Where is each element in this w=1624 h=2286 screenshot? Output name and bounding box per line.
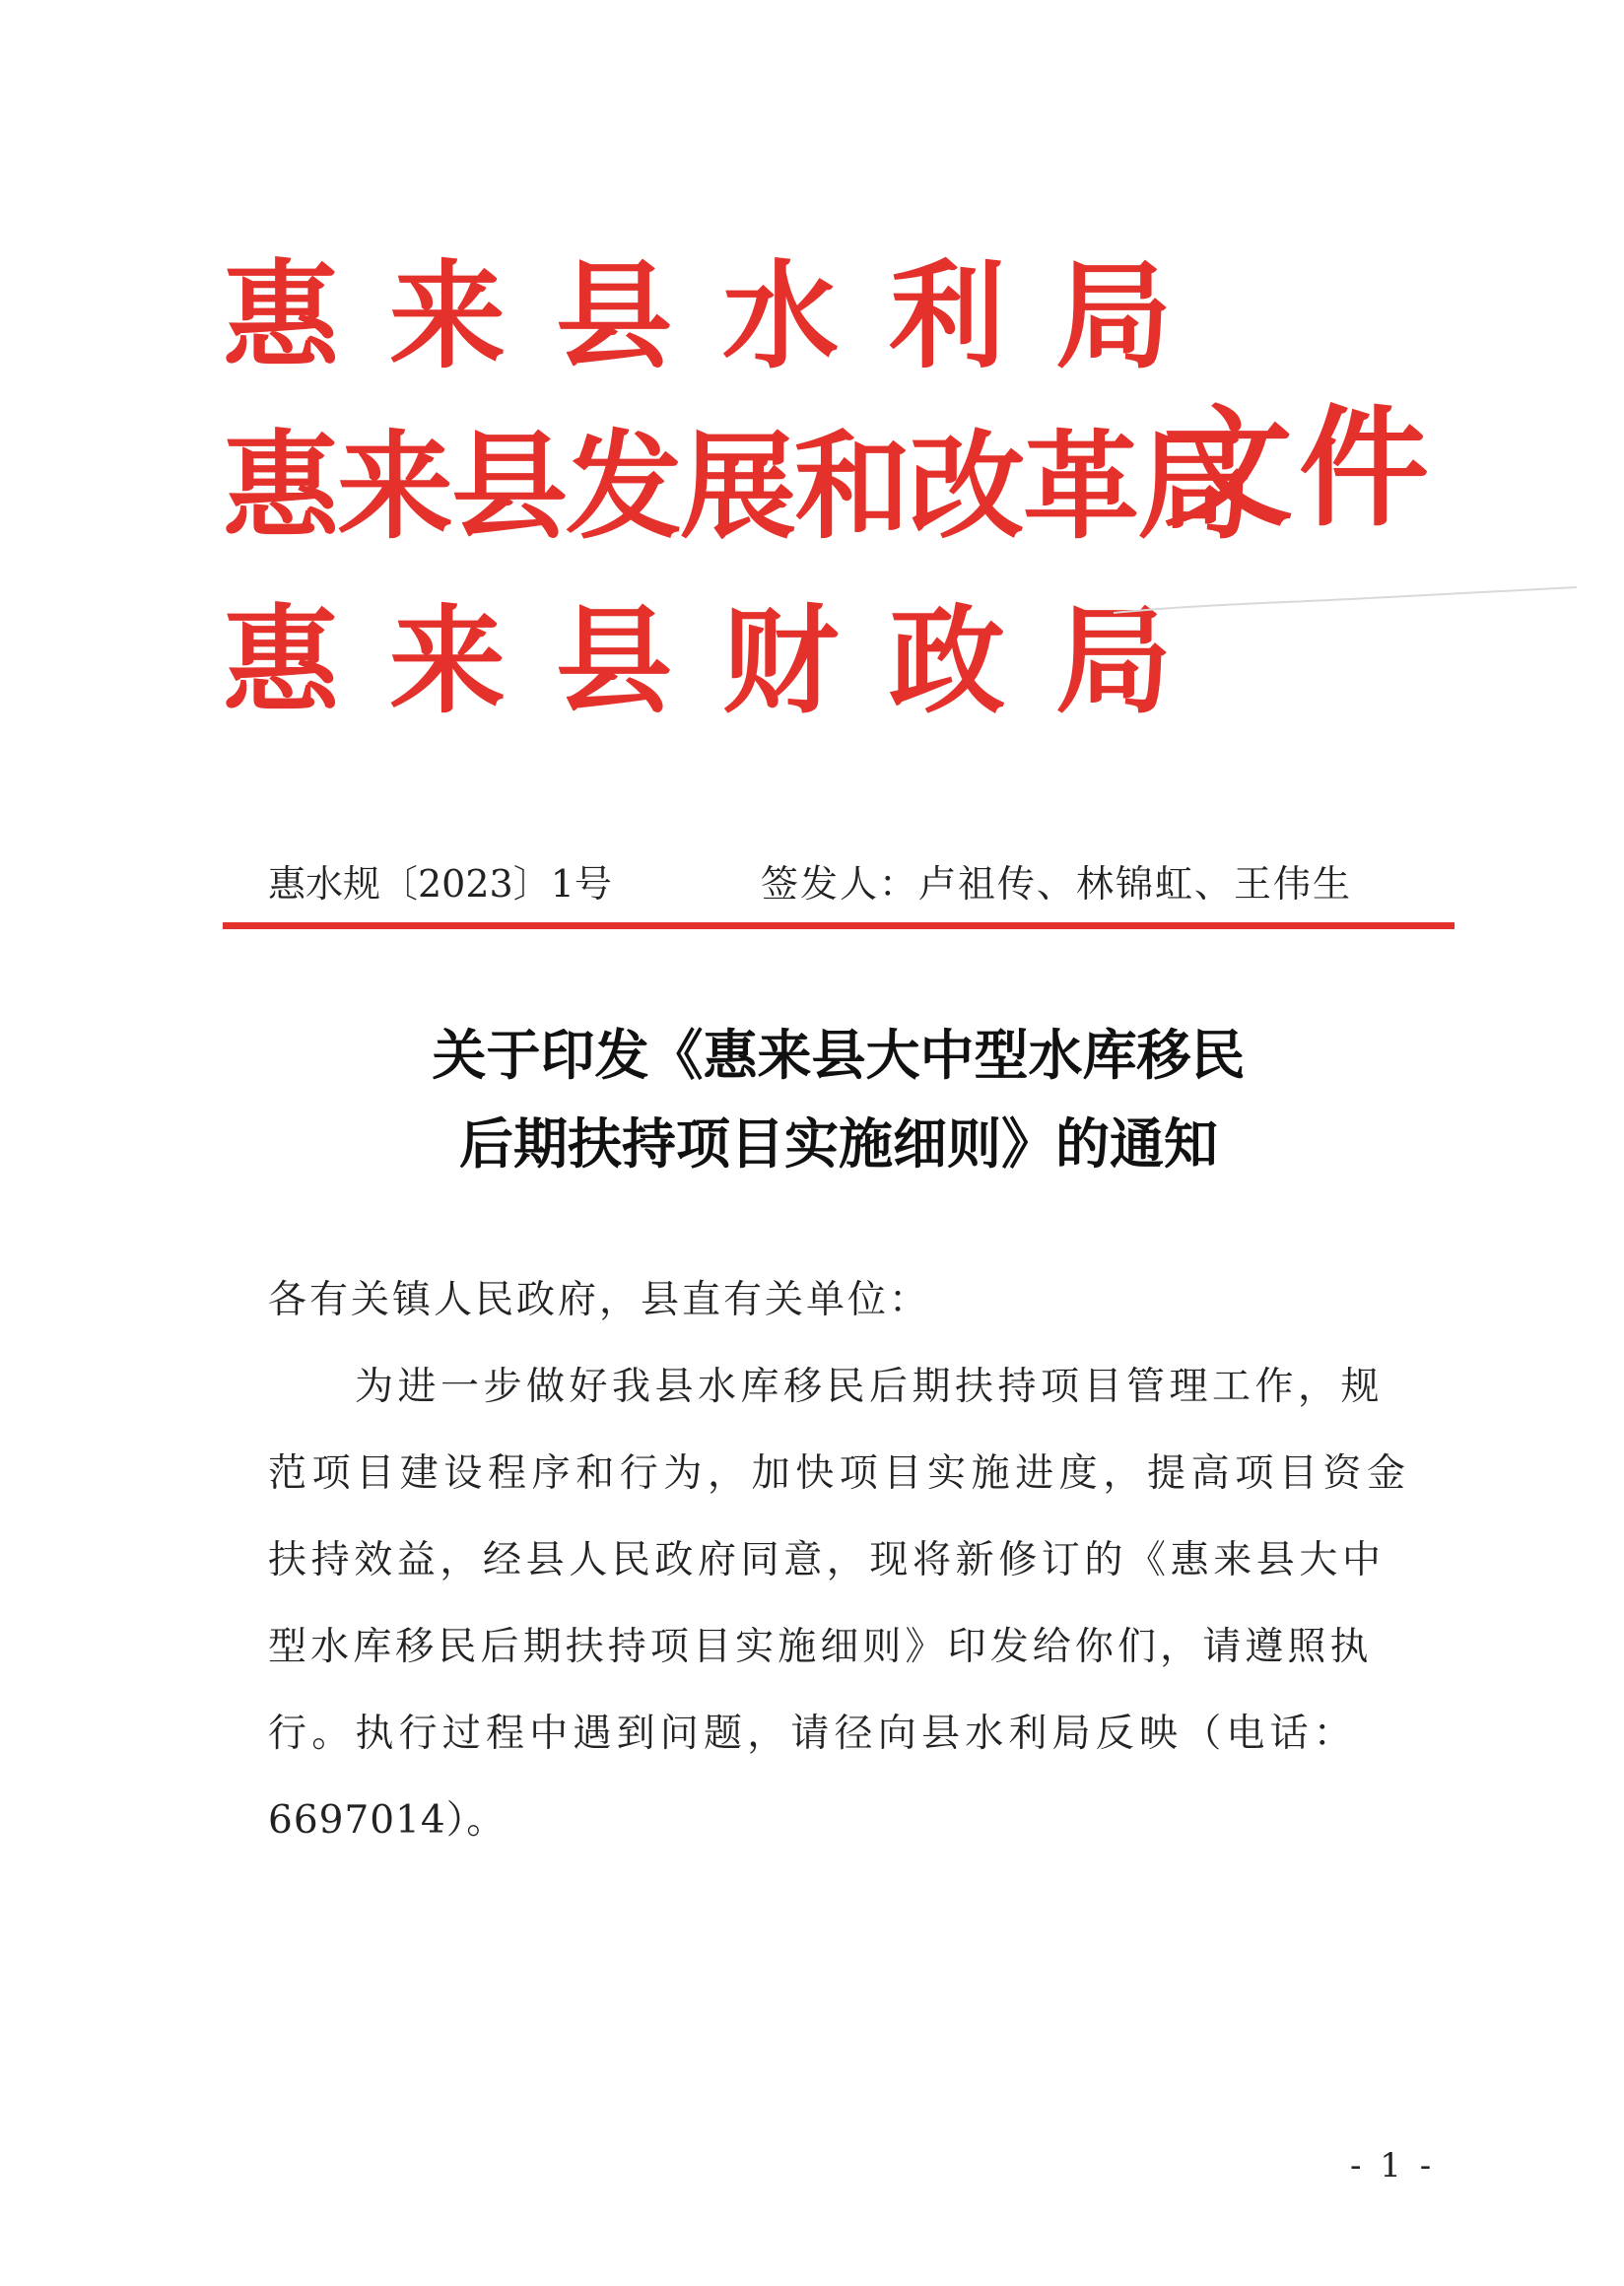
- document-title-line-1: 关于印发《惠来县大中型水库移民: [432, 1024, 1246, 1087]
- document-number: 惠水规〔2023〕1号: [268, 862, 612, 906]
- body-paragraph-line: 6697014）。: [268, 1798, 507, 1843]
- letterhead-issuer-finance-bureau: 惠来县财政局: [223, 593, 1223, 729]
- document-title-line-2: 后期扶持项目实施细则》的通知: [458, 1112, 1218, 1176]
- document-salutation: 各有关镇人民政府，县直有关单位：: [268, 1278, 931, 1322]
- page-number: - 1 -: [1350, 2146, 1436, 2185]
- body-paragraph-line: 行。执行过程中遇到问题，请径向县水利局反映（电话：: [268, 1712, 1358, 1756]
- red-divider-rule: [223, 922, 1455, 929]
- letterhead-document-suffix: 文件: [1163, 393, 1435, 545]
- faint-scan-mark: [1114, 583, 1577, 623]
- letterhead-issuer-water-bureau: 惠来县水利局: [223, 248, 1223, 384]
- body-paragraph-line: 范项目建设程序和行为，加快项目实施进度，提高项目资金: [268, 1451, 1411, 1496]
- body-paragraph-line: 型水库移民后期扶持项目实施细则》印发给你们，请遵照执: [268, 1625, 1373, 1669]
- document-signers: 签发人：卢祖传、林锦虹、王伟生: [761, 862, 1353, 906]
- body-paragraph-line: 扶持效益，经县人民政府同意，现将新修订的《惠来县大中: [268, 1538, 1386, 1582]
- letterhead-issuer-development-reform-bureau: 惠来县发展和改革局: [223, 419, 1252, 555]
- body-paragraph-line: 为进一步做好我县水库移民后期扶持项目管理工作，规: [355, 1365, 1385, 1409]
- document-meta-row: [268, 859, 1411, 908]
